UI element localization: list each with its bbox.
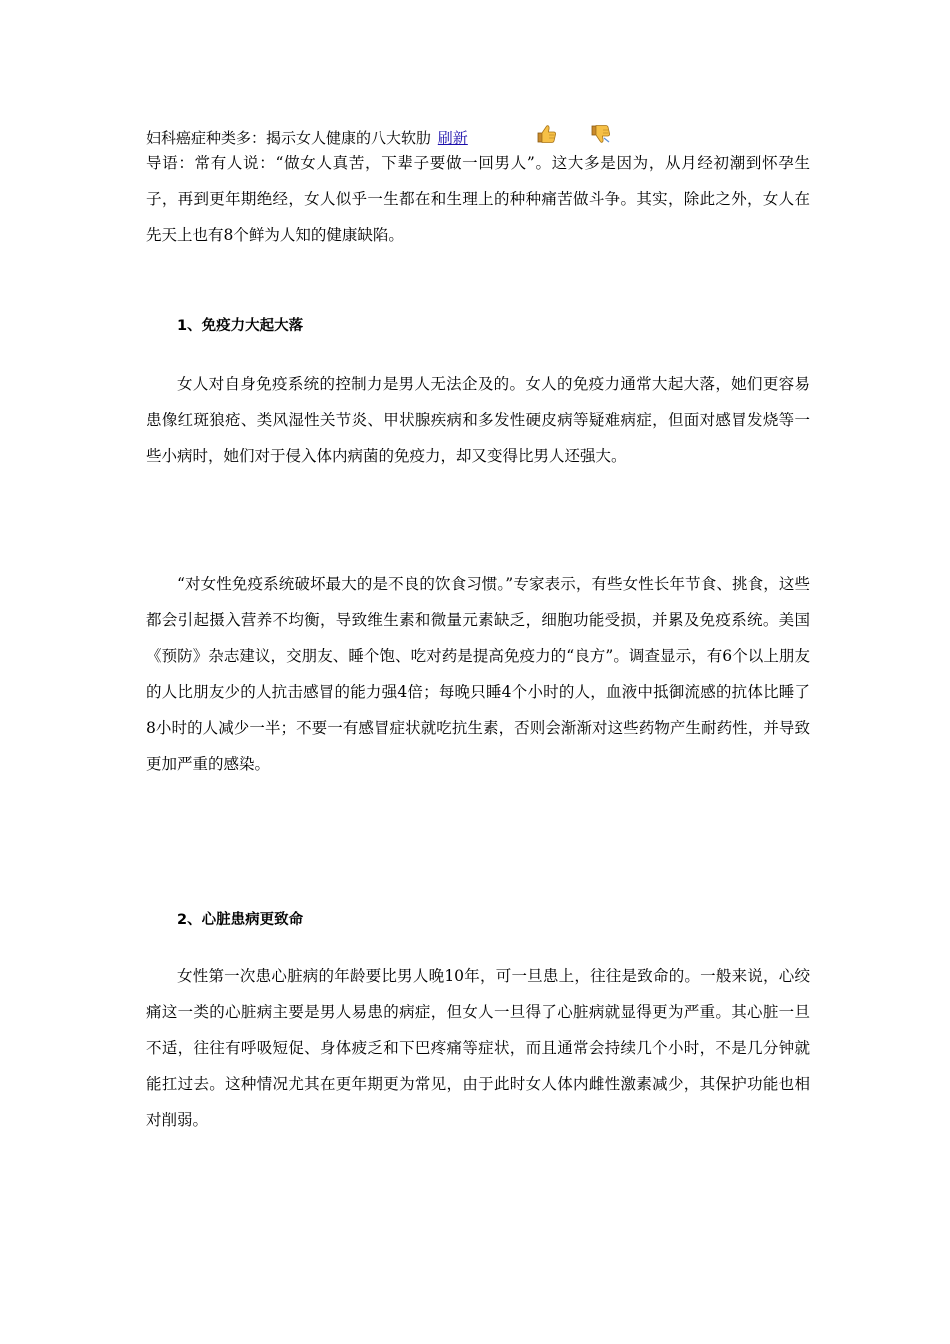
- thumbs-up-icon[interactable]: [536, 124, 558, 144]
- thumbs-down-icon[interactable]: [590, 124, 612, 144]
- section-heading-2: 2、心脏患病更致命: [177, 912, 304, 928]
- section-2-paragraph-1: 女性第一次患心脏病的年龄要比男人晚10年，可一旦患上，往往是致命的。一般来说，心绞痛这一类的心脏病主要是男人易患的病症，但女人一旦得了心脏病就显得更为严重。其心脏一旦不适，往往有呼吸短促、身体疲乏和下巴疼痛等症状，而且通常会持续几个小时，不是几分钟就能扛过去。这种情况尤其在更年期更为常见，由于此时女人体内雌性激素减少，其保护功能也相对削弱。: [146, 967, 810, 1129]
- intro-paragraph: 导语：常有人说：“做女人真苦，下辈子要做一回男人”。这大多是因为，从月经初潮到怀孕生子，再到更年期绝经，女人似乎一生都在和生理上的种种痛苦做斗争。其实，除此之外，女人在先天上也有8个鲜为人知的健康缺陷。: [146, 154, 810, 244]
- section-heading-1: 1、免疫力大起大落: [177, 318, 304, 334]
- section-1-paragraph-2: “对女性免疫系统破坏最大的是不良的饮食习惯。”专家表示，有些女性长年节食、挑食，这些都会引起摄入营养不均衡，导致维生素和微量元素缺乏，细胞功能受损，并累及免疫系统。美国《预防》杂志建议，交朋友、睡个饱、吃对药是提高免疫力的“良方”。调查显示，有6个以上朋友的人比朋友少的人抗击感冒的能力强4倍；每晚只睡4个小时的人，血液中抵御流感的抗体比睡了8小时的人减少一半；不要一有感冒症状就吃抗生素，否则会渐渐对这些药物产生耐药性，并导致更加严重的感染。: [146, 575, 810, 773]
- section-1-paragraph-1: 女人对自身免疫系统的控制力是男人无法企及的。女人的免疫力通常大起大落，她们更容易患像红斑狼疮、类风湿性关节炎、甲状腺疾病和多发性硬皮病等疑难病症，但面对感冒发烧等一些小病时，她们对于侵入体内病菌的免疫力，却又变得比男人还强大。: [146, 375, 810, 465]
- refresh-link[interactable]: 刷新: [437, 129, 468, 147]
- article-title: 妇科癌症种类多：揭示女人健康的八大软肋: [146, 129, 432, 147]
